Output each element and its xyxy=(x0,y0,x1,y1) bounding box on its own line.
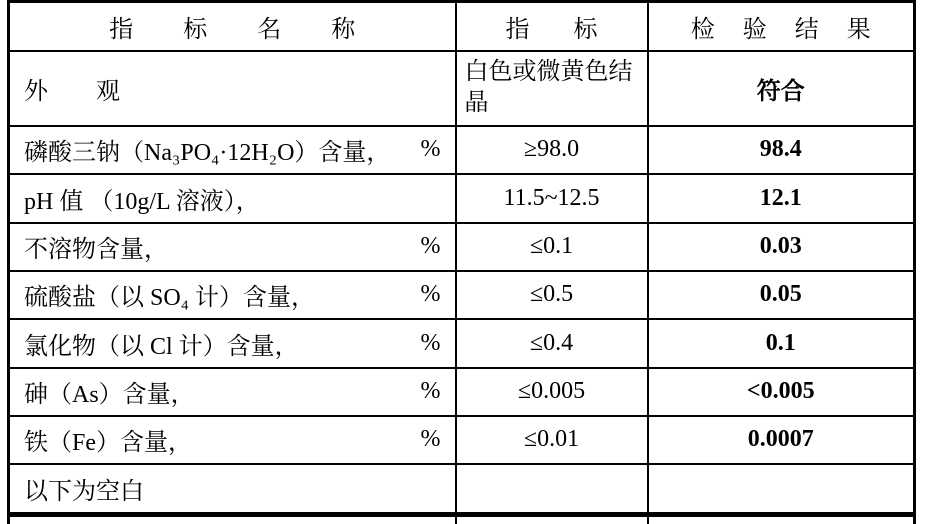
empty-cell xyxy=(456,515,648,524)
table-row xyxy=(9,51,915,126)
row-name: pH 值 （10g/L 溶液）， xyxy=(24,188,260,215)
row-unit: % xyxy=(420,281,441,307)
row-name-cell xyxy=(9,51,456,126)
row-result: <0.005 xyxy=(648,368,915,416)
row-name-cell xyxy=(9,271,456,319)
row-unit: % xyxy=(420,136,441,162)
row-unit: % xyxy=(420,329,441,356)
row-name-cell xyxy=(9,126,456,174)
row-spec: ≤0.5 xyxy=(456,271,648,319)
row-result xyxy=(648,464,915,515)
row-name: 硫酸盐（以 SO₄ 计）含量， xyxy=(24,285,316,311)
row-result: 0.1 xyxy=(648,319,915,368)
row-name-cell xyxy=(9,174,456,223)
row-name-cell xyxy=(9,319,456,368)
row-unit: % xyxy=(420,426,441,452)
row-unit: % xyxy=(420,233,441,259)
row-name: 铁（Fe）含量， xyxy=(24,430,192,456)
table-row xyxy=(9,416,915,464)
row-name-cell xyxy=(9,223,456,271)
row-result: 12.1 xyxy=(648,174,915,223)
header-indicator-name: 指 标 名 称 xyxy=(9,2,456,51)
row-spec: 白色或微黄色结晶 xyxy=(456,51,648,126)
table-row xyxy=(9,223,915,271)
row-result: 0.0007 xyxy=(648,416,915,464)
row-spec: ≤0.4 xyxy=(456,319,648,368)
row-spec: ≥98.0 xyxy=(456,126,648,174)
row-name: 砷（As）含量， xyxy=(24,382,195,408)
row-spec xyxy=(456,464,648,515)
row-spec: ≤0.01 xyxy=(456,416,648,464)
row-unit: % xyxy=(420,378,441,404)
inspection-table xyxy=(7,0,916,524)
row-result: 0.05 xyxy=(648,271,915,319)
empty-cell xyxy=(9,515,456,524)
row-name: 氯化物（以 Cl 计）含量， xyxy=(24,333,299,360)
row-spec: ≤0.1 xyxy=(456,223,648,271)
row-name: 外 观 xyxy=(24,78,120,105)
table-row xyxy=(9,368,915,416)
row-spec: 11.5~12.5 xyxy=(456,174,648,223)
row-name-cell xyxy=(9,416,456,464)
table-row-partial xyxy=(9,515,915,524)
table-row xyxy=(9,174,915,223)
empty-cell xyxy=(648,515,915,524)
table-row-blank-note xyxy=(9,464,915,515)
table-row xyxy=(9,126,915,174)
table-row xyxy=(9,319,915,368)
row-result: 符合 xyxy=(648,51,915,126)
row-name: 以下为空白 xyxy=(24,478,144,505)
table-header-row xyxy=(9,2,915,51)
row-result: 0.03 xyxy=(648,223,915,271)
header-spec: 指 标 xyxy=(456,2,648,51)
table-row xyxy=(9,271,915,319)
row-result: 98.4 xyxy=(648,126,915,174)
row-name-cell xyxy=(9,464,456,515)
row-name-cell xyxy=(9,368,456,416)
row-spec: ≤0.005 xyxy=(456,368,648,416)
header-result: 检 验 结 果 xyxy=(648,2,915,51)
row-name: 磷酸三钠（Na₃PO₄·12H₂O）含量， xyxy=(24,140,391,166)
row-name: 不溶物含量， xyxy=(24,237,168,263)
